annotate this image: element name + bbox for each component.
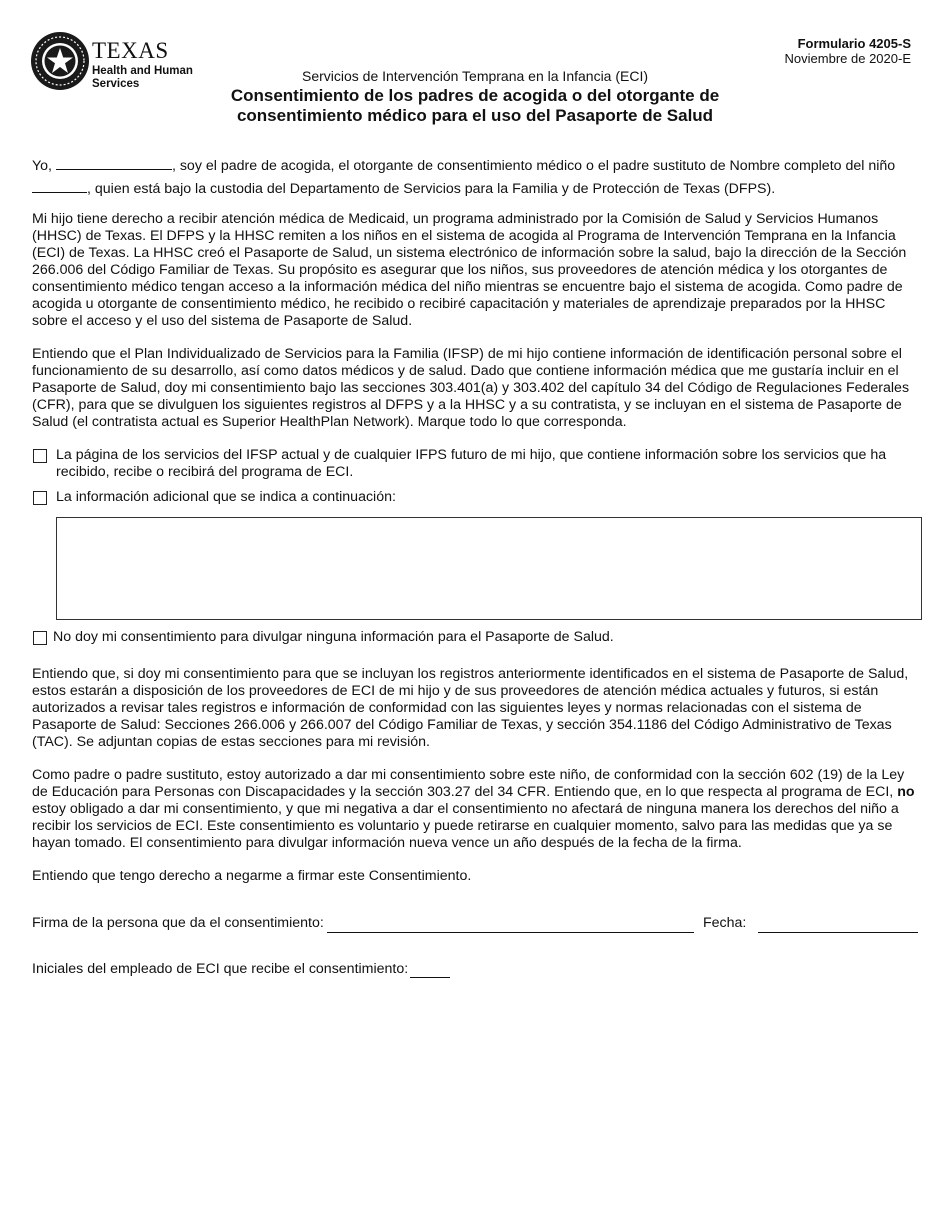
program-name: Servicios de Intervención Temprana en la Infancia (ECI)	[301, 68, 649, 84]
intro-line-1	[32, 155, 920, 175]
paragraph-ifsp-consent: Entiendo que el Plan Individualizado de Servicios para la Familia (IFSP) de mi hijo contiene información de identificación personal sobre el funcionamiento de su desarrollo, así como datos médicos y de salud. Dado que contiene información médica que me gustaría incluir en el Pasaporte de Salud, doy mi consentimiento bajo las secciones 303.401(a) y 303.402 del capítulo 34 del Código de Regulaciones Federales (CFR), para que se divulguen los siguientes registros al DFPS y a la HHSC y a su contratista, y se incluyan en el sistema de Pasaporte de Salud (el contratista actual es Superior HealthPlan Network). Marque todo lo que corresponda.	[32, 346, 910, 430]
paragraph-medicaid: Mi hijo tiene derecho a recibir atención médica de Medicaid, un programa administrado por la Comisión de Salud y Servicios Humanos (HHSC) de Texas. El DFPS y la HHSC remiten a los niños en el sistema de acogida al Programa de Intervención Temprana en la Infancia (ECI) de Texas. La HHSC creó el Pasaporte de Salud, un sistema electrónico de información sobre la salud, bajo la dirección de la Sección 266.006 del Código Familiar de Texas. Su propósito es asegurar que los niños, sus proveedores de atención médica y los otorgantes de consentimiento médico tengan acceso a la información médica del niño mientras se encuentre bajo el sistema de acogida. Como padre de acogida u otorgante de consentimiento médico, he recibido o recibiré capacitación y materiales de aprendizaje preparados por la HHSC sobre el acceso y el uso del sistema de Pasaporte de Salud.	[32, 211, 907, 329]
form-title-line1: Consentimiento de los padres de acogida o del otorgante de	[230, 86, 720, 105]
ifsp-services-label: La página de los servicios del IFSP actual y de cualquier IFPS futuro de mi hijo, que contiene información sobre los servicios que ha recibido, recibe o recibirá del programa de ECI.	[56, 447, 887, 480]
paragraph-authority-text-b: estoy obligado a dar mi consentimiento, y que mi negativa a dar el consentimiento no afectará de ninguna manera los derechos del niño a recibir los servicios de ECI. Este consentimiento es voluntario y puede retirarse en cualquier momento, salvo para las medidas que ya se hayan tomado. El consentimiento para divulgar información nueva vence un año después de la fecha de la firma.	[32, 801, 899, 851]
paragraph-authority-emphasis: no	[897, 784, 915, 800]
additional-info-label: La información adicional que se indica a continuación:	[56, 489, 396, 505]
logo-subtitle-line2: Services	[92, 78, 140, 90]
texas-seal-icon	[30, 30, 90, 92]
initials-label: Iniciales del empleado de ECI que recibe el consentimiento:	[32, 961, 409, 977]
date-field[interactable]	[758, 932, 918, 933]
form-number: Formulario 4205-S	[797, 36, 911, 51]
additional-info-textarea[interactable]	[56, 517, 922, 620]
paragraph-access-laws: Entiendo que, si doy mi consentimiento para que se incluyan los registros anteriormente identificados en el sistema de Pasaporte de Salud, estos estarán a disposición de los proveedores de ECI de mi hijo y de sus proveedores de atención médica actuales y futuros, si están autorizados a revisar tales registros e información de conformidad con las siguientes leyes y normas relacionadas con el sistema de Pasaporte de Salud: Secciones 266.006 y 266.007 del Código Familiar de Texas, y sección 354.1186 del Código Administrativo de Texas (TAC). Se adjuntan copias de estas secciones para mi revisión.	[32, 666, 909, 750]
initials-field[interactable]	[410, 977, 450, 978]
paragraph-authority-text-a: Como padre o padre sustituto, estoy autorizado a dar mi consentimiento sobre este niño, de conformidad con la sección 602 (19) de la Ley de Educación para Personas con Discapacidades y la sección 303.27 del 34 CFR. Entiendo que, en lo que respecta al programa de ECI,	[32, 767, 905, 800]
logo-subtitle-line1: Health and Human	[92, 65, 193, 77]
decline-consent-checkbox[interactable]	[33, 631, 47, 645]
intro-line-2	[32, 178, 920, 198]
paragraph-parent-authority	[32, 767, 920, 852]
intro-text-yo: Yo,	[32, 158, 52, 174]
intro-text-role: , soy el padre de acogida, el otorgante de consentimiento médico o el padre sustituto de Nombre completo del niño	[171, 158, 896, 174]
form-title-line2: consentimiento médico para el uso del Pasaporte de Salud	[236, 106, 714, 125]
intro-text-custody: , quien está bajo la custodia del Departamento de Servicios para la Familia y de Protección de Texas (DFPS).	[87, 181, 776, 197]
child-name-blank-field[interactable]	[32, 178, 87, 193]
form-revision: Noviembre de 2020-E	[784, 51, 911, 66]
date-label: Fecha:	[703, 915, 747, 931]
name-blank-field[interactable]	[56, 155, 172, 170]
form-identifier	[785, 36, 911, 66]
logo-wordmark: TEXAS	[92, 38, 169, 63]
form-title	[100, 86, 850, 126]
additional-info-checkbox[interactable]	[33, 491, 47, 505]
signature-field[interactable]	[327, 932, 694, 933]
decline-consent-label: No doy mi consentimiento para divulgar ninguna información para el Pasaporte de Salud.	[53, 629, 614, 645]
form-header	[100, 68, 850, 126]
paragraph-right-to-refuse: Entiendo que tengo derecho a negarme a firmar este Consentimiento.	[32, 868, 472, 884]
signature-label: Firma de la persona que da el consentimiento:	[32, 915, 324, 931]
ifsp-services-checkbox[interactable]	[33, 449, 47, 463]
